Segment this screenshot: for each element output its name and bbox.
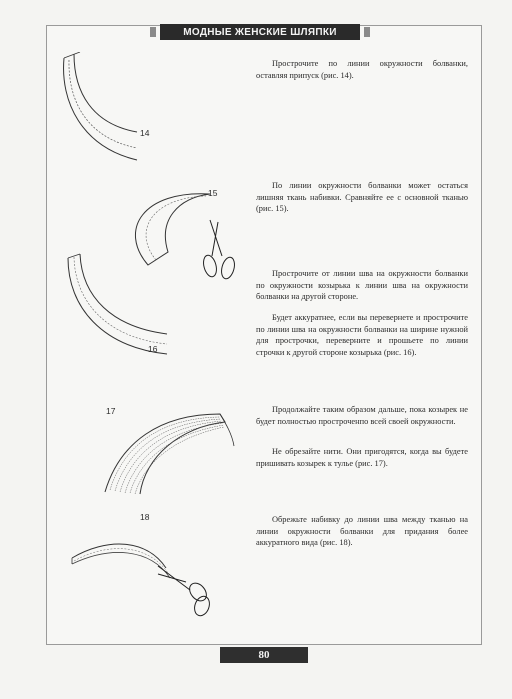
instruction-paragraph: Будет аккуратнее, если вы перевернете и прострочите по линии шва на окружности болванки на ширине нужной для прострочки, переверните и прошьете по линии строчки к другой стороне козырька (рис. 16). — [256, 313, 468, 357]
figure-17-label: 17 — [106, 406, 116, 416]
instruction-paragraph: Обрежьте набивку до линии шва между тканью на линии окружности болванки для придания более аккуратного вида (рис. 18). — [256, 515, 468, 548]
scissors-icon — [201, 220, 236, 280]
instruction-paragraph: Не обрезайте нити. Они пригодятся, когда вы будете пришивать козырек к тулье (рис. 17). — [256, 447, 468, 468]
figure-14-illustration — [52, 52, 142, 172]
figure-15-label: 15 — [208, 188, 218, 198]
running-header: МОДНЫЕ ЖЕНСКИЕ ШЛЯПКИ — [160, 24, 360, 40]
instruction-paragraph: Прострочите от линии шва на окружности болванки по окружности козырька к линии шва на окружности болванки на другой стороне. — [256, 269, 468, 302]
figure-16-label: 16 — [148, 344, 158, 354]
figure-17-illustration — [100, 402, 240, 502]
figure-18-illustration — [66, 508, 226, 628]
page-number: 80 — [220, 647, 308, 663]
figure-14-label: 14 — [140, 128, 150, 138]
instruction-paragraph: По линии окружности болванки может остаться лишняя ткань набивки. Сравняйте ее с основной тканью (рис. 15). — [256, 181, 468, 214]
instruction-paragraph: Прострочите по линии окружности болванки, оставляя припуск (рис. 14). — [256, 59, 468, 80]
instruction-paragraph: Продолжайте таким образом дальше, пока козырек не будет полностью простроченпо всей своей окружности. — [256, 405, 468, 426]
scissors-icon — [158, 566, 212, 618]
figure-18-label: 18 — [140, 512, 150, 522]
